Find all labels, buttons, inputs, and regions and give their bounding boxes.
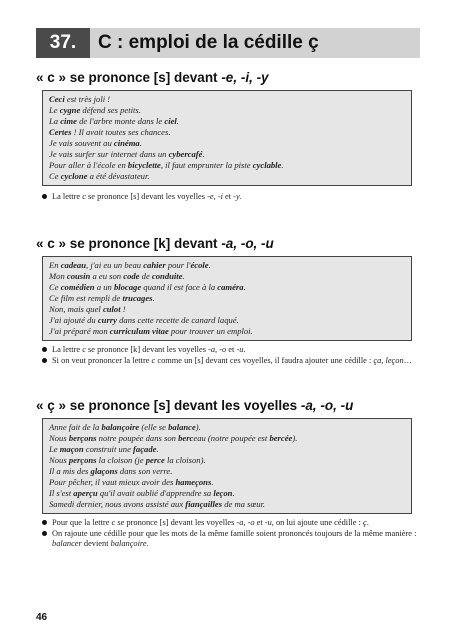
- text-run: de l'arbre monte dans le: [76, 116, 165, 126]
- example-sentence: [49, 260, 405, 271]
- text-run: défend ses petits.: [80, 105, 141, 115]
- bold-word: culot: [102, 304, 121, 314]
- bold-word: berc: [178, 433, 194, 443]
- text-run: .: [152, 293, 155, 303]
- text-run: La lettre: [52, 192, 83, 201]
- text-run: …: [403, 355, 413, 365]
- text-run: La: [49, 116, 61, 126]
- text-run: Anne fait de la: [49, 422, 102, 432]
- text-run: Pour aller à l'école en: [49, 160, 128, 170]
- bold-word: balançoire: [101, 422, 140, 432]
- text-run: .: [243, 345, 246, 354]
- bold-word: cime: [60, 116, 77, 126]
- text-run: et: [254, 518, 265, 527]
- text-run: se prononce [k] devant les voyelles: [85, 345, 209, 354]
- text-run: .: [139, 138, 142, 148]
- bold-word: bercée: [269, 433, 293, 443]
- example-sentence: [49, 138, 405, 149]
- example-sentence: [49, 171, 405, 182]
- bold-word: cahier: [143, 260, 166, 270]
- example-sentence: [49, 488, 405, 499]
- text-run: .: [211, 477, 214, 487]
- example-sentence: [49, 422, 405, 433]
- bold-word: école: [190, 260, 209, 270]
- text-run: notre poupée dans son: [96, 433, 179, 443]
- page-number: 46: [36, 612, 48, 623]
- bold-word: curry: [97, 315, 117, 325]
- rule-note: [42, 192, 422, 203]
- text-run: et: [222, 192, 234, 201]
- text-run: , on lui ajoute une cédille :: [271, 518, 363, 527]
- text-run: Samedi dernier, nous avons assisté aux: [49, 499, 186, 509]
- bullet-icon: [42, 194, 47, 199]
- text-run: ).: [195, 422, 201, 432]
- bold-word: façade: [133, 444, 157, 454]
- text-run: se prononce [s] devant les voyelles: [115, 518, 237, 527]
- text-run: comme un [s] devant ces voyelles, il faudra ajouter une cédille :: [155, 355, 374, 365]
- text-run: ).: [292, 433, 298, 443]
- text-run: pour l': [165, 260, 191, 270]
- text-run: .: [366, 518, 369, 527]
- bold-word: blocage: [113, 282, 142, 292]
- text-run: a un: [94, 282, 114, 292]
- bold-word: hameçons: [175, 477, 212, 487]
- example-sentence: [49, 444, 405, 455]
- text-run: Nous: [49, 433, 69, 443]
- italic-word: balançoire: [110, 539, 147, 548]
- rule-note: [42, 356, 422, 367]
- example-sentence: [49, 477, 405, 488]
- text-run: !: [120, 304, 126, 314]
- bold-word: cybercafé: [168, 149, 203, 159]
- text-run: Mon: [49, 271, 67, 281]
- notes-3: [42, 518, 422, 550]
- text-run: .: [239, 192, 242, 201]
- section-heading-text: « ç » se prononce [s] devant les voyelles: [36, 398, 301, 413]
- text-run: devient: [81, 539, 111, 548]
- section-heading-vowels: -a, -o, -u: [300, 398, 354, 413]
- section-heading-text: « c » se prononce [s] devant: [36, 70, 222, 85]
- bold-word: cousin: [66, 271, 91, 281]
- text-run: .: [156, 444, 159, 454]
- italic-word: -y: [233, 192, 240, 201]
- text-run: quand il est face à la: [141, 282, 218, 292]
- text-run: La lettre: [52, 345, 83, 354]
- rule-note: [42, 518, 422, 529]
- text-run: .: [202, 149, 205, 159]
- bold-word: caméra: [217, 282, 244, 292]
- example-sentence: [49, 455, 405, 466]
- text-run: .: [146, 539, 149, 548]
- bold-word: Certes: [49, 127, 72, 137]
- bold-word: berçons: [68, 433, 97, 443]
- bold-word: cyclone: [60, 171, 88, 181]
- bold-word: maçon: [59, 444, 84, 454]
- text-run: de ma sœur.: [222, 499, 266, 509]
- example-sentence: [49, 326, 405, 337]
- text-run: Le: [49, 444, 60, 454]
- chapter-title: C : emploi de la cédille ç: [98, 32, 319, 53]
- bold-word: Ceci: [49, 94, 65, 104]
- example-box-2: [42, 256, 412, 341]
- text-run: Le: [49, 105, 60, 115]
- rule-note: [42, 529, 422, 550]
- text-run: .: [176, 116, 179, 126]
- bullet-icon: [42, 531, 47, 536]
- example-sentence: [49, 271, 405, 282]
- text-run: .: [281, 160, 284, 170]
- text-run: construit une: [83, 444, 134, 454]
- italic-word: c: [82, 345, 86, 354]
- text-run: En: [49, 260, 61, 270]
- text-run: Ce: [49, 282, 61, 292]
- italic-word: -u: [236, 345, 244, 354]
- bold-word: comédien: [60, 282, 95, 292]
- example-sentence: [49, 160, 405, 171]
- italic-word: -e, -i: [207, 192, 223, 201]
- bullet-icon: [42, 520, 47, 525]
- text-run: est très joli !: [64, 94, 111, 104]
- bold-word: bicyclette: [127, 160, 161, 170]
- italic-word: -a, -o: [208, 345, 227, 354]
- italic-word: c: [151, 355, 156, 365]
- text-run: de: [139, 271, 152, 281]
- bullet-icon: [42, 347, 47, 352]
- chapter-number: 37.: [36, 28, 90, 58]
- italic-word: ç: [362, 518, 367, 527]
- text-run: Je vais surfer sur internet dans un: [49, 149, 169, 159]
- example-box-3: [42, 418, 412, 514]
- example-sentence: [49, 315, 405, 326]
- text-run: Il a mis des: [49, 466, 91, 476]
- text-run: Pour pêcher, il vaut mieux avoir des: [49, 477, 176, 487]
- text-run: , il faut emprunter la piste: [160, 160, 253, 170]
- bold-word: perce: [145, 455, 165, 465]
- notes-1: [42, 192, 422, 203]
- bold-word: curriculum vitae: [109, 326, 169, 336]
- text-run: dans cette recette de canard laqué.: [116, 315, 239, 325]
- bold-word: balance: [168, 422, 196, 432]
- bold-word: ciel: [164, 116, 177, 126]
- bold-word: code: [123, 271, 140, 281]
- example-sentence: [49, 116, 405, 127]
- text-run: se prononce [s] devant les voyelles: [85, 192, 208, 201]
- section-heading-1: [36, 70, 269, 85]
- text-run: Il s'est: [49, 488, 74, 498]
- text-run: Ce film est rempli de: [49, 293, 123, 303]
- bold-word: aperçu: [73, 488, 98, 498]
- section-heading-2: [36, 236, 274, 251]
- bold-word: cinéma: [113, 138, 140, 148]
- example-sentence: [49, 94, 405, 105]
- italic-word: balancer: [52, 539, 82, 548]
- example-sentence: [49, 304, 405, 315]
- italic-word: c: [111, 518, 116, 527]
- text-run: la cloison (je: [96, 455, 146, 465]
- text-run: la cloison).: [164, 455, 206, 465]
- text-run: a eu son: [90, 271, 124, 281]
- example-sentence: [49, 293, 405, 304]
- example-sentence: [49, 499, 405, 510]
- section-heading-text: « c » se prononce [k] devant: [36, 236, 222, 251]
- bold-word: cygne: [59, 105, 81, 115]
- text-run: eau (notre poupée est: [193, 433, 270, 443]
- text-run: Pour que la lettre: [52, 518, 112, 527]
- text-run: pour trouver un emploi.: [168, 326, 253, 336]
- italic-word: ça, leçon: [373, 355, 404, 365]
- bold-word: glaçons: [90, 466, 118, 476]
- text-run: qu'il avait oublié d'apprendre sa: [97, 488, 214, 498]
- text-run: On rajoute une cédille pour que les mots de la même famille soient prononcés toujours de la même manière :: [52, 528, 417, 538]
- bold-word: cadeau: [60, 260, 87, 270]
- bold-word: fiançailles: [185, 499, 223, 509]
- text-run: J'ai ajouté du: [49, 315, 98, 325]
- text-run: Si on veut prononcer la lettre: [52, 355, 152, 365]
- bold-word: cyclable: [252, 160, 282, 170]
- section-heading-vowels: -e, -i, -y: [221, 70, 269, 85]
- text-run: .: [232, 488, 235, 498]
- bold-word: conduite: [151, 271, 183, 281]
- example-sentence: [49, 105, 405, 116]
- bold-word: leçon: [213, 488, 233, 498]
- text-run: Non, mais quel: [49, 304, 103, 314]
- text-run: et: [226, 345, 237, 354]
- example-sentence: [49, 466, 405, 477]
- section-heading-vowels: -a, -o, -u: [221, 236, 274, 251]
- text-run: Ce: [49, 171, 61, 181]
- bold-word: trucages: [122, 293, 153, 303]
- italic-word: -a, -o: [236, 518, 255, 527]
- text-run: a été dévastateur.: [87, 171, 150, 181]
- rule-note: [42, 345, 422, 356]
- text-run: Nous: [49, 455, 69, 465]
- text-run: .: [182, 271, 185, 281]
- text-run: J'ai préparé mon: [49, 326, 110, 336]
- italic-word: c: [82, 192, 86, 201]
- example-sentence: [49, 282, 405, 293]
- text-run: , j'ai eu un beau: [86, 260, 144, 270]
- italic-word: -u: [264, 518, 272, 527]
- text-run: ! Il avait toutes ses chances.: [71, 127, 171, 137]
- example-sentence: [49, 149, 405, 160]
- text-run: .: [243, 282, 246, 292]
- text-run: (elle se: [139, 422, 169, 432]
- notes-2: [42, 345, 422, 366]
- bullet-icon: [42, 358, 47, 363]
- text-run: dans son verre.: [117, 466, 173, 476]
- example-box-1: [42, 90, 412, 186]
- text-run: .: [208, 260, 211, 270]
- bold-word: perçons: [68, 455, 97, 465]
- text-run: Je vais souvent au: [49, 138, 114, 148]
- section-heading-3: [36, 398, 353, 413]
- example-sentence: [49, 127, 405, 138]
- example-sentence: [49, 433, 405, 444]
